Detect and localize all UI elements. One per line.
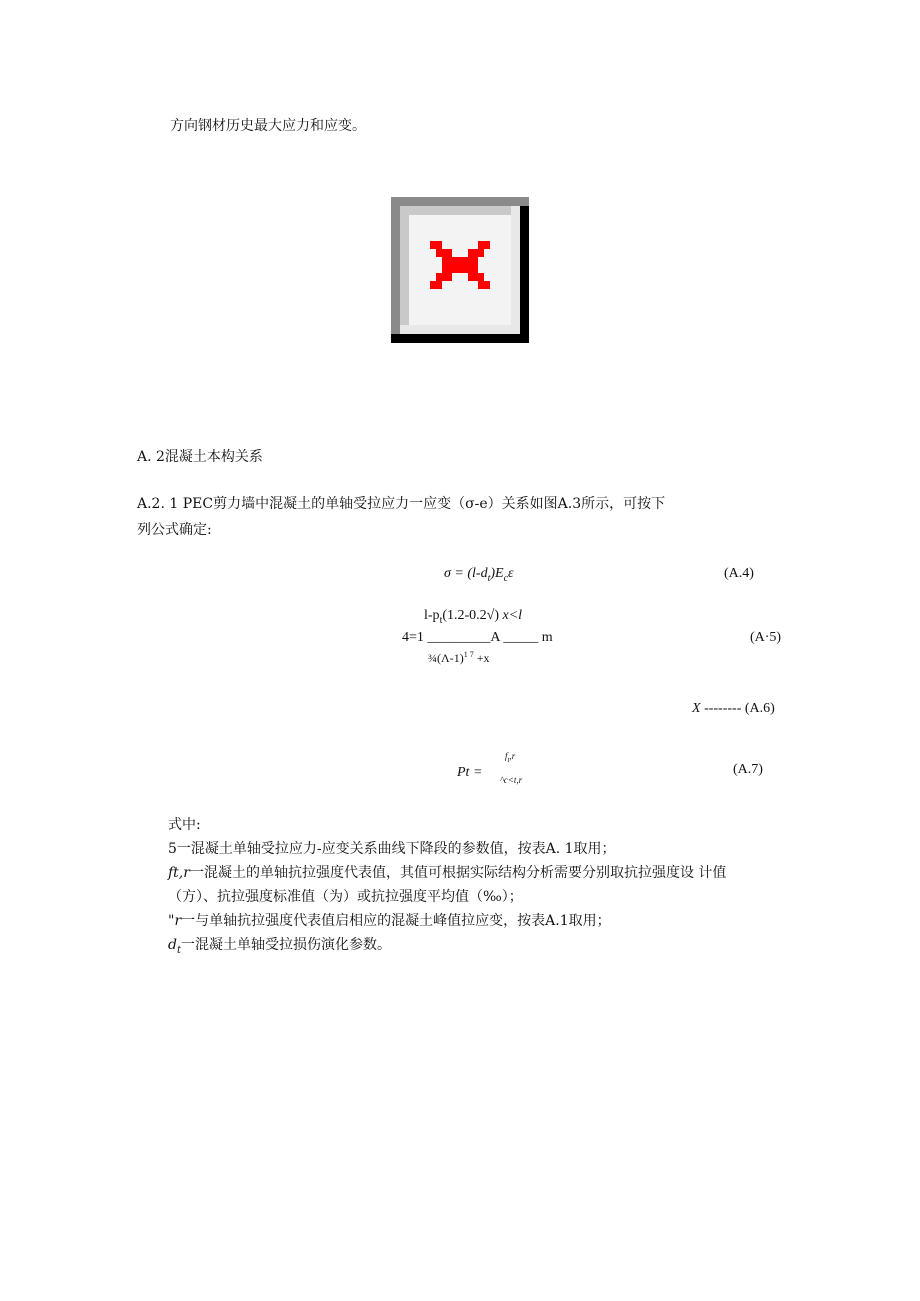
symbol-r: "r xyxy=(168,913,182,929)
definition-item-1: 5一混凝土单轴受拉应力-应变关系曲线下降段的参数值，按表A. 1取用； xyxy=(168,841,616,857)
definition-item-2: ft,r一混凝土的单轴抗拉强度代表值，其值可根据实际结构分析需要分别取抗拉强度设 计值 xyxy=(168,865,727,881)
continuation-line: 方向钢材历史最大应力和应变。 xyxy=(170,118,366,134)
equation-a5-bottom: $\frac{3}{4}(\Lambda-1)^{1 7} +x$ xyxy=(428,650,490,665)
paragraph-line-2: 列公式确定: xyxy=(137,522,212,538)
definition-item-4: $d_t$一混凝土单轴受拉损伤演化参数。 xyxy=(168,937,391,956)
equation-a7-numerator: $f_t,r$ xyxy=(505,751,516,764)
broken-image-icon xyxy=(391,197,529,343)
symbol-ft: ft,r xyxy=(168,865,190,881)
equation-a7-lhs: Pt = xyxy=(457,765,483,780)
equation-a4-number: (A.4) xyxy=(724,566,754,581)
equation-a4: $\sigma = (l-d_t)E_c\varepsilon$ xyxy=(444,566,514,584)
definition-item-3: "r一与单轴抗拉强度代表值启相应的混凝土峰值拉应变，按表A.1取用； xyxy=(168,913,611,929)
definition-item-2-continued: （方）、抗拉强度标准值（为）或抗拉强度平均值（‰）； xyxy=(168,889,523,905)
red-x-icon xyxy=(430,241,490,289)
equation-a5-number: (A·5) xyxy=(750,630,782,645)
equation-a6: X -------- (A.6) xyxy=(692,701,775,716)
symbol-d: d xyxy=(168,937,177,953)
equation-a5-middle: 4=1 _________A _____ m xyxy=(402,630,553,645)
equation-a5-top: $l-p_t(1.2-0.2√)$ x<l xyxy=(424,608,523,626)
equation-a7-denominator: ^c<t,r xyxy=(500,775,523,785)
paragraph-line-1: A.2. 1 PEC剪力墙中混凝土的单轴受拉应力一应变（σ-e）关系如图A.3所示，可按下 xyxy=(137,496,666,512)
section-heading: A. 2混凝土本构关系 xyxy=(137,449,263,465)
equation-a7-number: (A.7) xyxy=(733,762,763,777)
definitions-intro: 式中: xyxy=(168,817,201,833)
